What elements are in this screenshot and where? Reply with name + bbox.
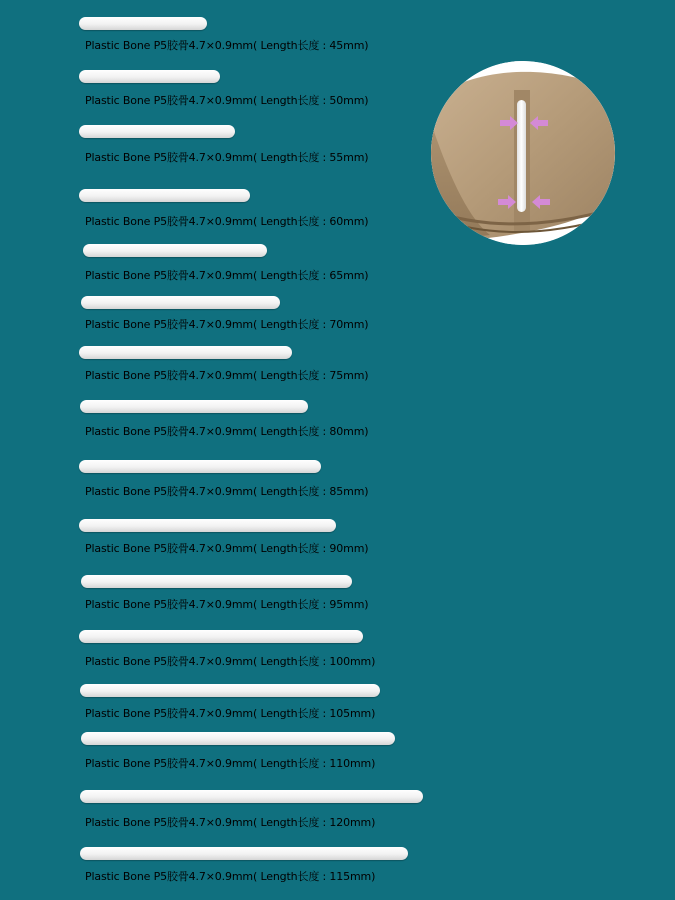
bone-strip-115mm xyxy=(80,847,408,860)
bone-label-70mm: Plastic Bone P5胶骨4.7×0.9mm( Length长度 : 70mm) xyxy=(85,318,369,331)
bone-strip-120mm xyxy=(80,790,423,803)
bone-label-75mm: Plastic Bone P5胶骨4.7×0.9mm( Length长度 : 75mm) xyxy=(85,369,369,382)
bone-strip-55mm xyxy=(79,125,235,138)
bone-strip-105mm xyxy=(80,684,380,697)
bone-label-60mm: Plastic Bone P5胶骨4.7×0.9mm( Length长度 : 60mm) xyxy=(85,215,369,228)
bone-strip-80mm xyxy=(80,400,308,413)
bone-label-100mm: Plastic Bone P5胶骨4.7×0.9mm( Length长度 : 100mm) xyxy=(85,655,376,668)
bone-strip-45mm xyxy=(79,17,207,30)
bone-strip-100mm xyxy=(79,630,363,643)
bone-label-95mm: Plastic Bone P5胶骨4.7×0.9mm( Length长度 : 95mm) xyxy=(85,598,369,611)
bone-label-50mm: Plastic Bone P5胶骨4.7×0.9mm( Length长度 : 50mm) xyxy=(85,94,369,107)
bone-strip-50mm xyxy=(79,70,220,83)
bone-strip-65mm xyxy=(83,244,267,257)
bone-strip-85mm xyxy=(79,460,321,473)
bone-label-110mm: Plastic Bone P5胶骨4.7×0.9mm( Length长度 : 110mm) xyxy=(85,757,376,770)
bone-strip-90mm xyxy=(79,519,336,532)
bone-strip-70mm xyxy=(81,296,280,309)
bone-strip-110mm xyxy=(81,732,395,745)
bone-label-85mm: Plastic Bone P5胶骨4.7×0.9mm( Length长度 : 85mm) xyxy=(85,485,369,498)
bone-label-105mm: Plastic Bone P5胶骨4.7×0.9mm( Length长度 : 105mm) xyxy=(85,707,376,720)
bone-label-120mm: Plastic Bone P5胶骨4.7×0.9mm( Length长度 : 120mm) xyxy=(85,816,376,829)
bone-strip-95mm xyxy=(81,575,352,588)
bone-label-115mm: Plastic Bone P5胶骨4.7×0.9mm( Length长度 : 115mm) xyxy=(85,870,376,883)
bone-label-90mm: Plastic Bone P5胶骨4.7×0.9mm( Length长度 : 90mm) xyxy=(85,542,369,555)
bone-label-45mm: Plastic Bone P5胶骨4.7×0.9mm( Length长度 : 45mm) xyxy=(85,39,369,52)
bone-label-80mm: Plastic Bone P5胶骨4.7×0.9mm( Length长度 : 80mm) xyxy=(85,425,369,438)
bra-side-bone-closeup-icon xyxy=(430,60,616,246)
bone-strip-60mm xyxy=(79,189,250,202)
bone-label-55mm: Plastic Bone P5胶骨4.7×0.9mm( Length长度 : 55mm) xyxy=(85,151,369,164)
bone-strip-75mm xyxy=(79,346,292,359)
bone-label-65mm: Plastic Bone P5胶骨4.7×0.9mm( Length长度 : 65mm) xyxy=(85,269,369,282)
